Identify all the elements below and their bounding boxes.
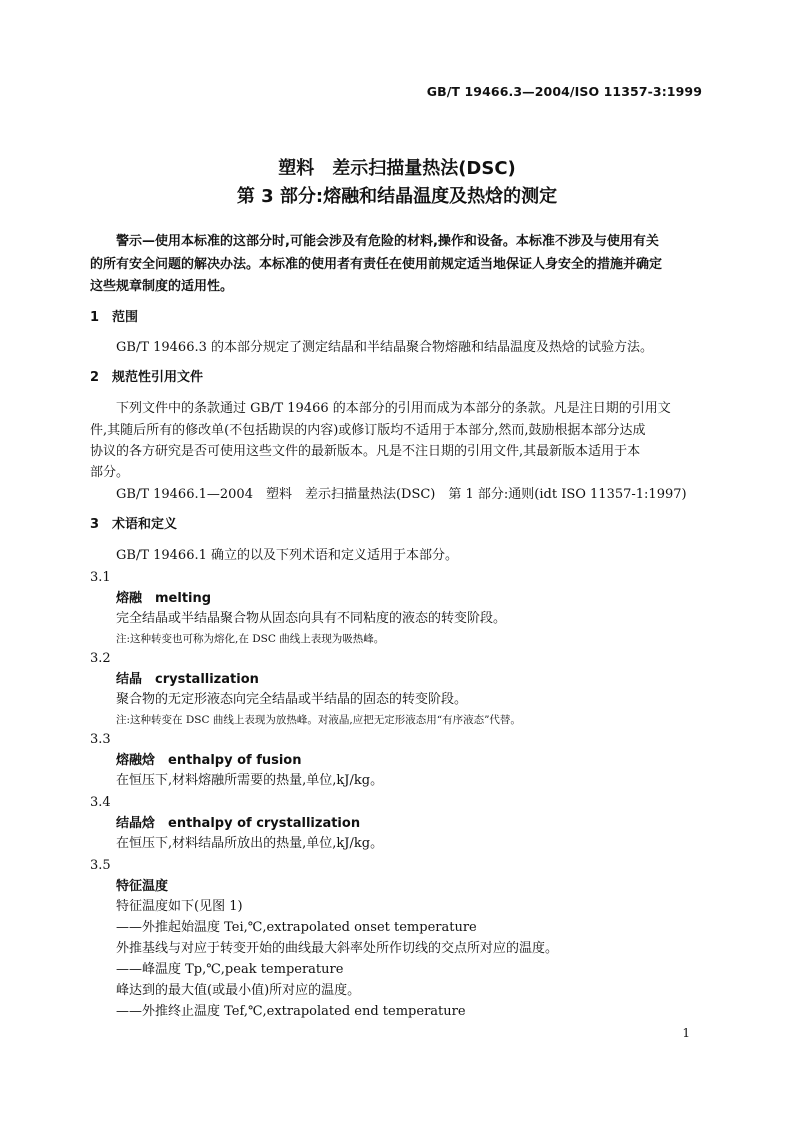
term-3-3-title: 熔融焓 enthalpy of fusion (116, 753, 302, 768)
section-1-heading: 1 范围 (90, 310, 139, 325)
page-number: 1 (682, 1026, 690, 1040)
section-2-line-3: 协议的各方研究是否可使用这些文件的最新版本。凡是不注日期的引用文件,其最新版本适用于本 (90, 444, 641, 459)
warning-line-3: 这些规章制度的适用性。 (90, 279, 234, 294)
term-3-5-line-1: 特征温度如下(见图 1) (116, 899, 243, 914)
term-3-3-number: 3.3 (90, 732, 111, 747)
title-line-2: 第 3 部分:熔融和结晶温度及热焓的测定 (236, 186, 558, 207)
section-2-line-1: 下列文件中的条款通过 GB/T 19466 的本部分的引用而成为本部分的条款。凡是注日期的引用文 (116, 401, 671, 416)
term-3-5-title: 特征温度 (116, 879, 169, 894)
term-3-5-line-3: 外推基线与对应于转变开始的曲线最大斜率处所作切线的交点所对应的温度。 (116, 941, 559, 956)
section-3-text: GB/T 19466.1 确立的以及下列术语和定义适用于本部分。 (116, 548, 459, 563)
term-3-5-line-2: ——外推起始温度 Tei,℃,extrapolated onset temperature (116, 920, 477, 935)
term-3-2-note: 注:这种转变在 DSC 曲线上表现为放热峰。对液晶,应把无定形液态用“有序液态”代替。 (116, 714, 521, 726)
term-3-1-note: 注:这种转变也可称为熔化,在 DSC 曲线上表现为吸热峰。 (116, 633, 385, 645)
term-3-5-line-6: ——外推终止温度 Tef,℃,extrapolated end temperature (116, 1004, 466, 1019)
term-3-1-definition: 完全结晶或半结晶聚合物从固态向具有不同粘度的液态的转变阶段。 (116, 611, 507, 626)
standard-code: GB/T 19466.3—2004/ISO 11357-3:1999 (426, 84, 702, 99)
term-3-5-line-5: 峰达到的最大值(或最小值)所对应的温度。 (116, 983, 361, 998)
term-3-2-number: 3.2 (90, 651, 111, 666)
term-3-2-definition: 聚合物的无定形液态向完全结晶或半结晶的固态的转变阶段。 (116, 692, 468, 707)
term-3-4-number: 3.4 (90, 795, 111, 810)
section-2-line-2: 件,其随后所有的修改单(不包括勘误的内容)或修订版均不适用于本部分,然而,鼓励根据本部分达成 (90, 423, 646, 438)
section-2-heading: 2 规范性引用文件 (90, 370, 204, 385)
term-3-1-number: 3.1 (90, 570, 111, 585)
section-2-reference: GB/T 19466.1—2004 塑料 差示扫描量热法(DSC) 第 1 部分:通则(idt ISO 11357-1:1997) (116, 487, 687, 502)
title-line-1: 塑料 差示扫描量热法(DSC) (278, 158, 516, 179)
section-1-text: GB/T 19466.3 的本部分规定了测定结晶和半结晶聚合物熔融和结晶温度及热焓的试验方法。 (116, 340, 654, 355)
term-3-4-title: 结晶焓 enthalpy of crystallization (116, 816, 361, 831)
section-3-heading: 3 术语和定义 (90, 517, 178, 532)
warning-line-1: 警示—使用本标准的这部分时,可能会涉及有危险的材料,操作和设备。本标准不涉及与使用有关 (116, 234, 659, 249)
term-3-2-title: 结晶 crystallization (116, 672, 259, 687)
term-3-3-definition: 在恒压下,材料熔融所需要的热量,单位,kJ/kg。 (116, 773, 384, 788)
term-3-1-title: 熔融 melting (116, 591, 212, 606)
term-3-4-definition: 在恒压下,材料结晶所放出的热量,单位,kJ/kg。 (116, 836, 384, 851)
term-3-5-number: 3.5 (90, 858, 111, 873)
section-2-line-4: 部分。 (90, 465, 130, 480)
warning-line-2: 的所有安全问题的解决办法。本标准的使用者有责任在使用前规定适当地保证人身安全的措施并确定 (90, 257, 663, 272)
term-3-5-line-4: ——峰温度 Tp,℃,peak temperature (116, 962, 344, 977)
